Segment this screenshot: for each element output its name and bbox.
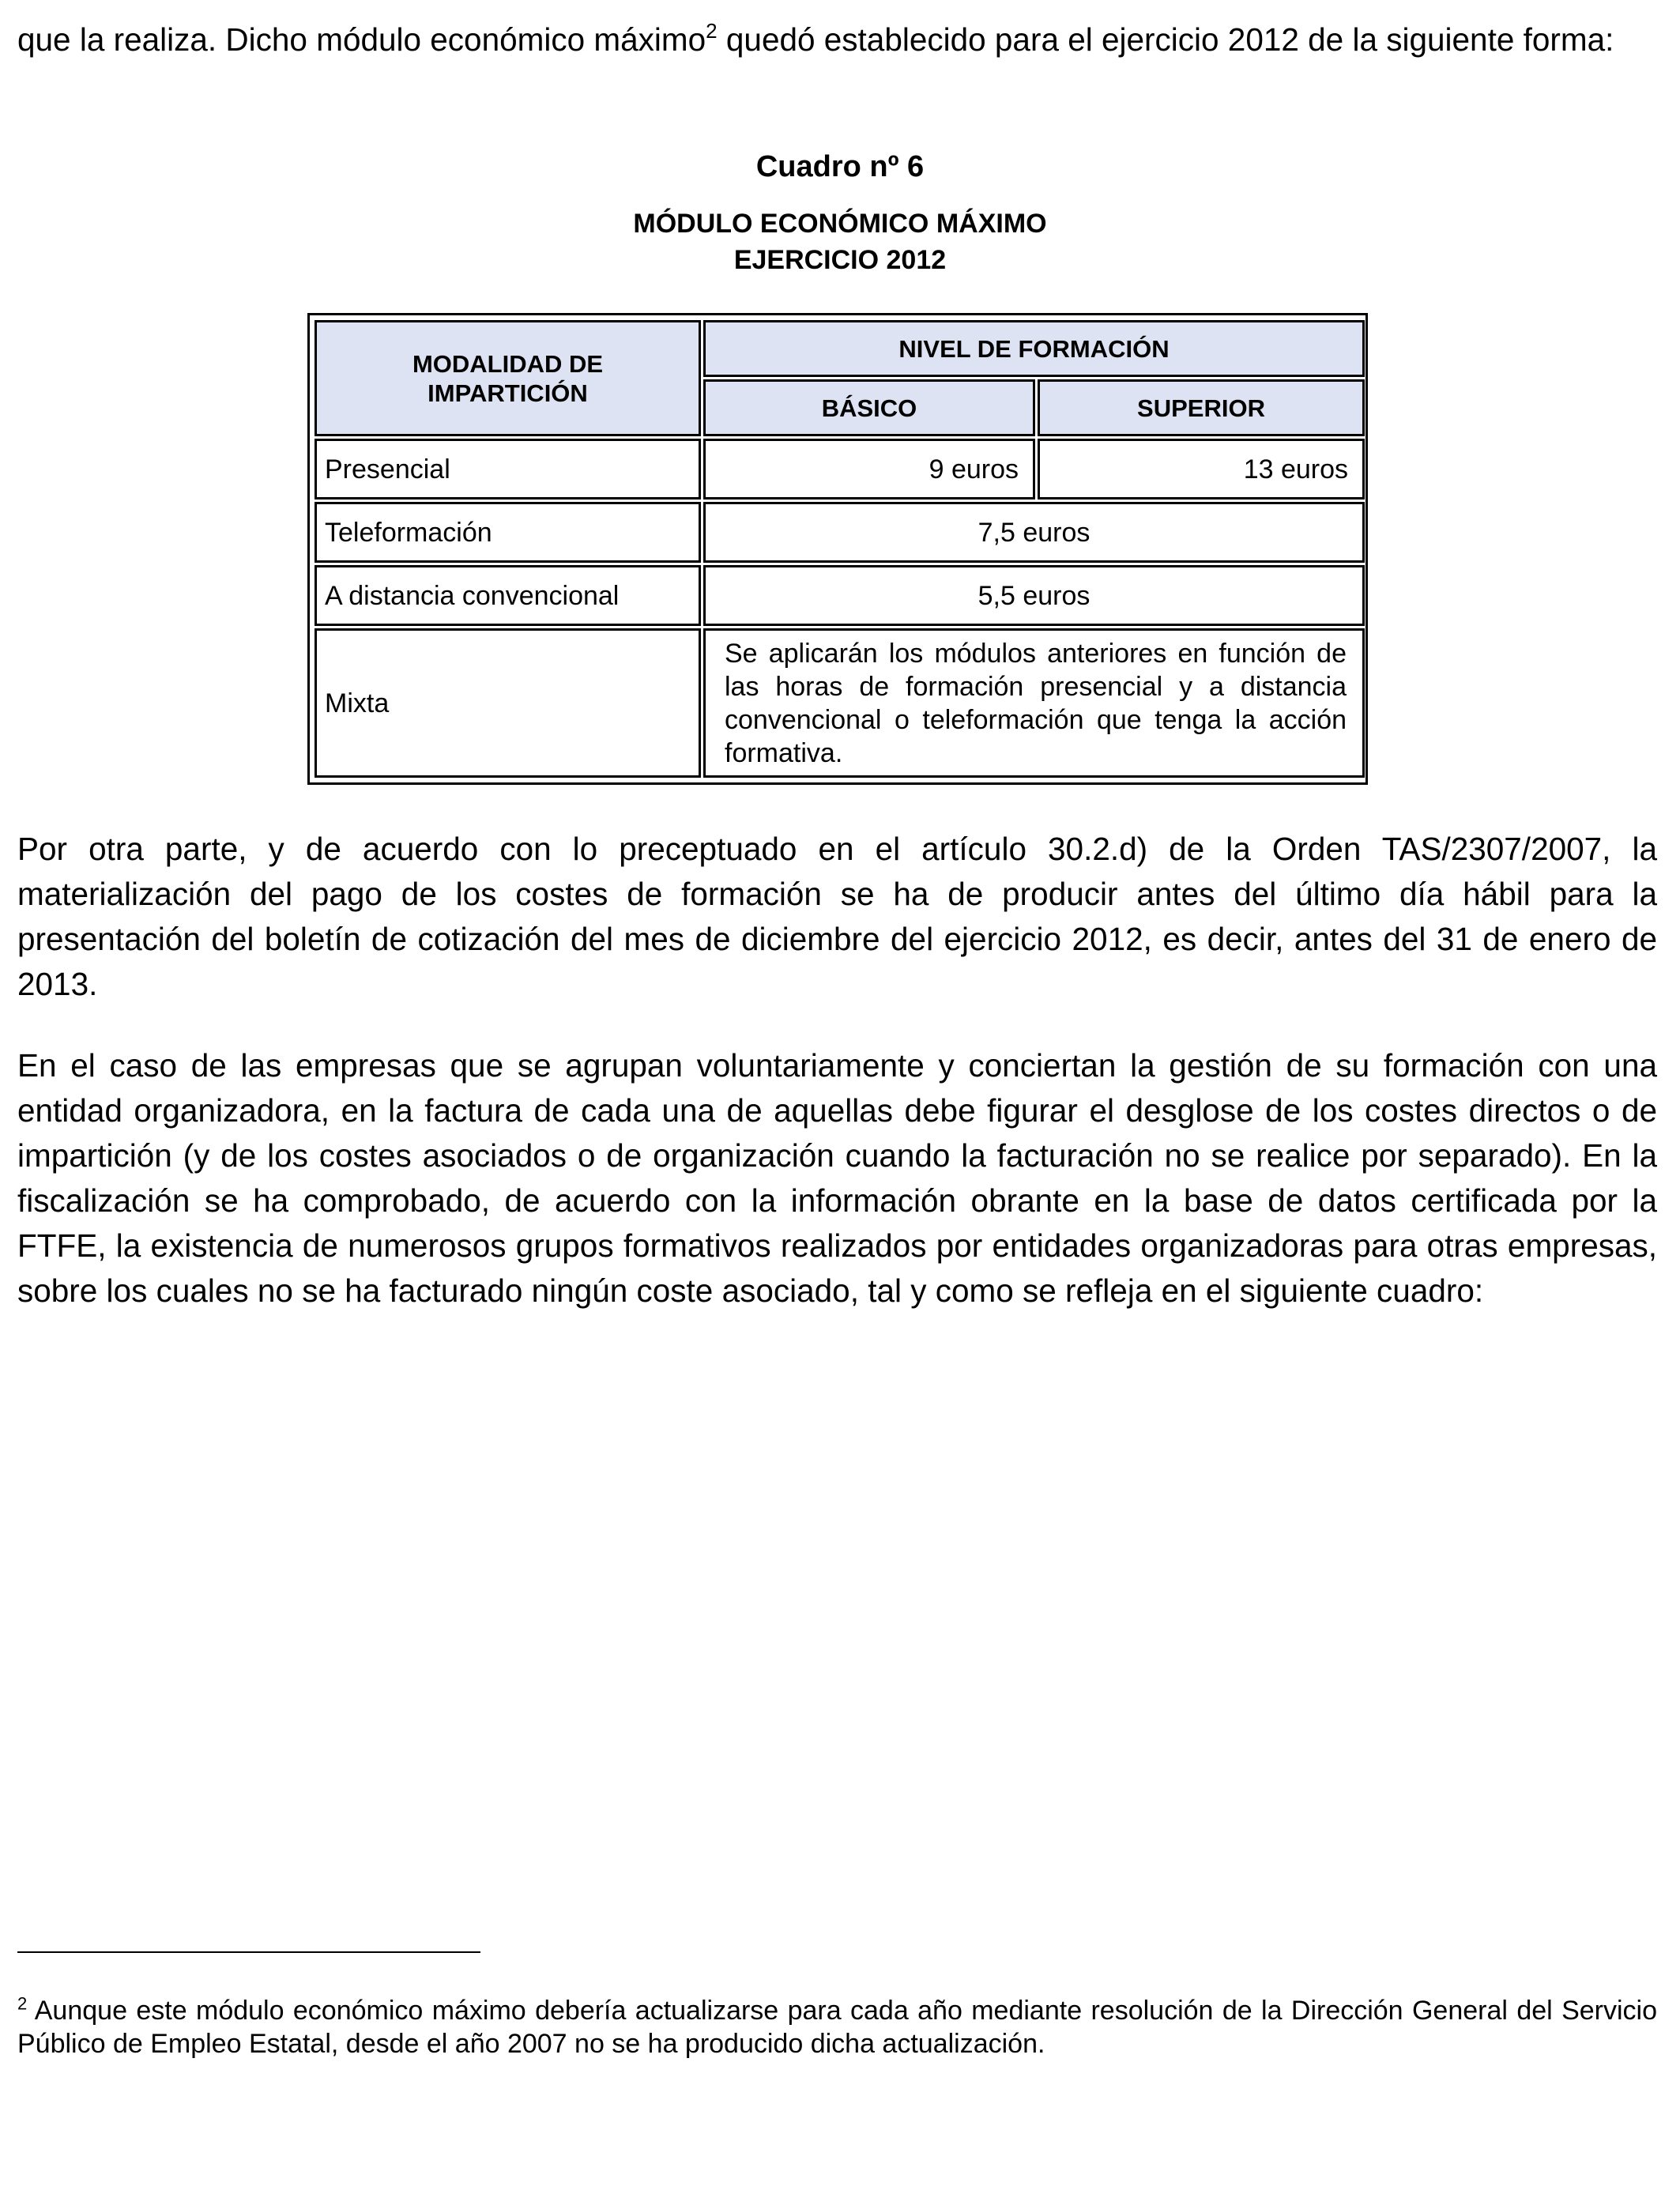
- row-value: 7,5 euros: [703, 502, 1365, 563]
- intro-text-end: quedó establecido para el ejercicio 2012 de la siguiente forma:: [717, 21, 1614, 58]
- table-row: [315, 439, 1365, 499]
- table-subtitle: EJERCICIO 2012: [733, 245, 947, 275]
- table-row: [315, 565, 1365, 626]
- table-header-row: [315, 320, 1365, 377]
- footnote-reference[interactable]: 2: [706, 18, 718, 43]
- body-paragraph-payment: Por otra parte, y de acuerdo con lo preceptuado en el artículo 30.2.d) de la Orden TAS/2307/2007, la materialización del pago de los costes de formación se ha de producir antes del último día hábil para la presentación del boletín de cotización del mes de diciembre del ejercicio 2012, es decir, antes del 31 de enero de 2013.: [17, 831, 1657, 1002]
- body-paragraph-invoicing: En el caso de las empresas que se agrupan voluntariamente y conciertan la gestión de su formación con una entidad organizadora, en la factura de cada una de aquellas debe figurar el desglose de los costes directos o de impartición (y de los costes asociados o de organización cuando la facturación no se realice por separado). En la fiscalización se ha comprobado, de acuerdo con la información obrante en la base de datos certificada por la FTFE, la existencia de numerosos grupos formativos realizados por entidades organizadoras para otras empresas, sobre los cuales no se ha facturado ningún coste asociado, tal y como se refleja en el siguiente cuadro:: [17, 1047, 1657, 1309]
- economic-module-table: [307, 313, 1368, 785]
- header-basico: BÁSICO: [703, 379, 1035, 436]
- table-title: MÓDULO ECONÓMICO MÁXIMO: [633, 209, 1047, 239]
- header-nivel-formacion: NIVEL DE FORMACIÓN: [703, 320, 1365, 377]
- table-row: [315, 502, 1365, 563]
- row-modalidad: Teleformación: [315, 502, 701, 563]
- footnote-marker: 2: [17, 1993, 28, 2014]
- footnote-text: Aunque este módulo económico máximo debería actualizarse para cada año mediante resolución de la Dirección General del Servicio Público de Empleo Estatal, desde el año 2007 no se ha producido dicha actualización.: [17, 1996, 1657, 2059]
- table-grid: [312, 318, 1367, 780]
- intro-paragraph: [17, 17, 1657, 62]
- row-superior-value: 13 euros: [1038, 439, 1365, 499]
- row-modalidad: A distancia convencional: [315, 565, 701, 626]
- row-modalidad: Mixta: [315, 628, 701, 778]
- table-row: [315, 628, 1365, 778]
- intro-text-start: que la realiza. Dicho módulo económico máximo: [17, 21, 706, 58]
- row-modalidad: Presencial: [315, 439, 701, 499]
- footnote-divider: [17, 1951, 480, 1953]
- row-basico-value: 9 euros: [703, 439, 1035, 499]
- row-value-note: Se aplicarán los módulos anteriores en función de las horas de formación presencial y a distancia convencional o teleformación que tenga la acción formativa.: [703, 628, 1365, 778]
- table-number: Cuadro nº 6: [755, 150, 925, 183]
- header-modalidad: MODALIDAD DE IMPARTICIÓN: [315, 320, 701, 436]
- row-value: 5,5 euros: [703, 565, 1365, 626]
- footnote: [17, 1994, 1657, 2060]
- header-superior: SUPERIOR: [1038, 379, 1365, 436]
